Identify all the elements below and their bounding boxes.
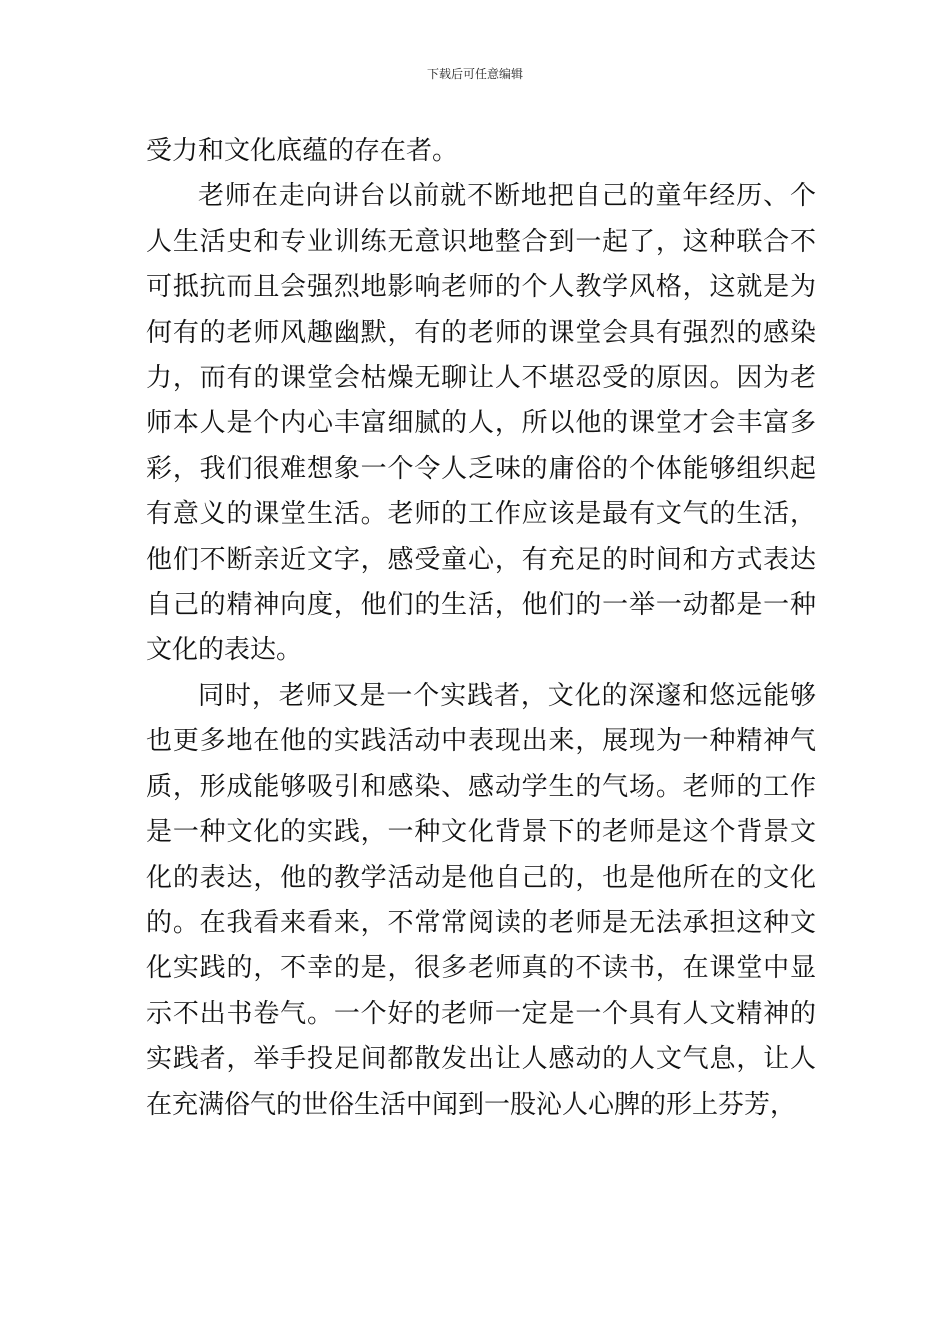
- document-body: [146, 129, 816, 1128]
- paragraph: 同时，老师又是一个实践者，文化的深邃和悠远能够也更多地在他的实践活动中表现出来，展现为一种精神气质，形成能够吸引和感染、感动学生的气场。老师的工作是一种文化的实践，一种文化背景下的老师是这个背景文化的表达，他的教学活动是他自己的，也是他所在的文化的。在我看来看来，不常常阅读的老师是无法承担这种文化实践的，不幸的是，很多老师真的不读书，在课堂中显示不出书卷气。一个好的老师一定是一个具有人文精神的实践者，举手投足间都散发出让人感动的人文气息，让人在充满俗气的世俗生活中闻到一股沁人心脾的形上芬芳，: [146, 680, 816, 1120]
- page-header: 下载后可任意编辑: [426, 67, 523, 81]
- paragraph: 老师在走向讲台以前就不断地把自己的童年经历、个人生活史和专业训练无意识地整合到一起了，这种联合不可抵抗而且会强烈地影响老师的个人教学风格，这就是为何有的老师风趣幽默，有的老师的课堂会具有强烈的感染力，而有的课堂会枯燥无聊让人不堪忍受的原因。因为老师本人是个内心丰富细腻的人，所以他的课堂才会丰富多彩，我们很难想象一个令人乏味的庸俗的个体能够组织起有意义的课堂生活。老师的工作应该是最有文气的生活，他们不断亲近文字，感受童心，有充足的时间和方式表达自己的精神向度，他们的生活，他们的一举一动都是一种文化的表达。: [146, 181, 816, 666]
- paragraph-continuation: 受力和文化底蕴的存在者。: [146, 136, 459, 166]
